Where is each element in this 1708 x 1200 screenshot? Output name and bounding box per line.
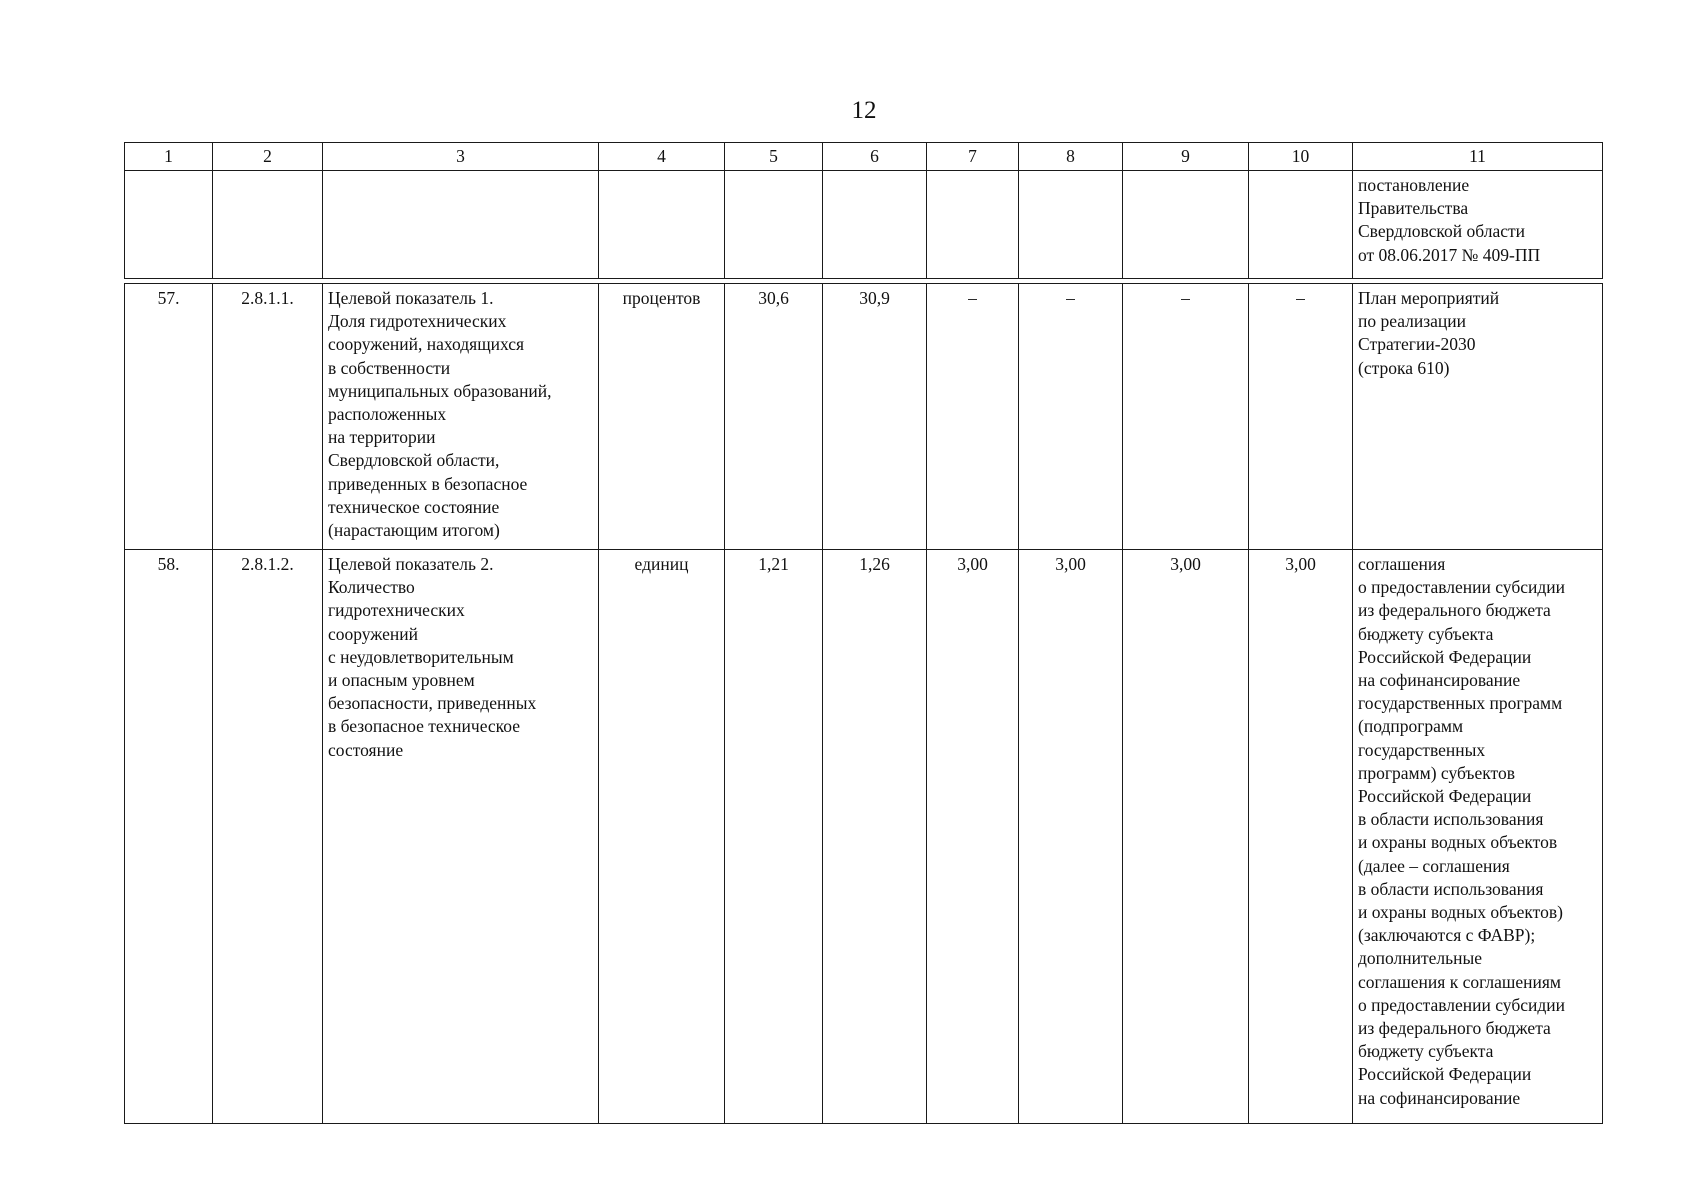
- table-cell: [1249, 171, 1353, 279]
- indicator-code-cell: 2.8.1.1.: [213, 284, 323, 550]
- table-row-58: [125, 550, 1603, 1124]
- row-number-cell: 58.: [125, 550, 213, 1124]
- page-number: 12: [851, 97, 877, 124]
- table-cell: [823, 171, 927, 279]
- indicator-name-cell: Целевой показатель 2. Количество гидротехнических сооружений с неудовлетворительным и опасным уровнем безопасности, приведенных в безопасное техническое состояние: [323, 550, 599, 1124]
- value-cell: –: [927, 284, 1019, 550]
- table-cell: [1019, 171, 1123, 279]
- column-number: 2: [213, 143, 323, 171]
- table-cell: [323, 171, 599, 279]
- table-cell: [1123, 171, 1249, 279]
- table-row-57: [125, 284, 1603, 550]
- unit-cell: единиц: [599, 550, 725, 1124]
- column-number: 8: [1019, 143, 1123, 171]
- column-number: 5: [725, 143, 823, 171]
- table-cell: [213, 171, 323, 279]
- column-number: 6: [823, 143, 927, 171]
- column-number-row: [125, 143, 1603, 171]
- value-cell: 3,00: [1249, 550, 1353, 1124]
- value-cell: 1,21: [725, 550, 823, 1124]
- table-cell-source: постановление Правительства Свердловской области от 08.06.2017 № 409-ПП: [1353, 171, 1603, 279]
- indicators-table: [124, 142, 1603, 1124]
- source-cell: соглашения о предоставлении субсидии из федерального бюджета бюджету субъекта Российской Федерации на софинансирование государственных программ (подпрограмм государственных программ) субъектов Российской Федерации в области использования и охраны водных объектов (далее – соглашения в области использования и охраны водных объектов) (заключаются с ФАВР); дополнительные соглашения к соглашениям о предоставлении субсидии из федерального бюджета бюджету субъекта Российской Федерации на софинансирование: [1353, 550, 1603, 1124]
- indicator-name-cell: Целевой показатель 1. Доля гидротехнических сооружений, находящихся в собственности муниципальных образований, расположенных на территории Свердловской области, приведенных в безопасное техническое состояние (нарастающим итогом): [323, 284, 599, 550]
- column-number: 4: [599, 143, 725, 171]
- column-number: 3: [323, 143, 599, 171]
- column-number: 10: [1249, 143, 1353, 171]
- value-cell: –: [1249, 284, 1353, 550]
- value-cell: –: [1123, 284, 1249, 550]
- unit-cell: процентов: [599, 284, 725, 550]
- value-cell: 1,26: [823, 550, 927, 1124]
- value-cell: –: [1019, 284, 1123, 550]
- column-number: 11: [1353, 143, 1603, 171]
- table-cell: [599, 171, 725, 279]
- source-cell: План мероприятий по реализации Стратегии-2030 (строка 610): [1353, 284, 1603, 550]
- column-number: 1: [125, 143, 213, 171]
- value-cell: 3,00: [1019, 550, 1123, 1124]
- table-row-continuation: [125, 171, 1603, 279]
- value-cell: 3,00: [1123, 550, 1249, 1124]
- column-number: 7: [927, 143, 1019, 171]
- value-cell: 30,6: [725, 284, 823, 550]
- column-number: 9: [1123, 143, 1249, 171]
- value-cell: 30,9: [823, 284, 927, 550]
- value-cell: 3,00: [927, 550, 1019, 1124]
- row-number-cell: 57.: [125, 284, 213, 550]
- table-cell: [125, 171, 213, 279]
- table-cell: [725, 171, 823, 279]
- table-cell: [927, 171, 1019, 279]
- indicator-code-cell: 2.8.1.2.: [213, 550, 323, 1124]
